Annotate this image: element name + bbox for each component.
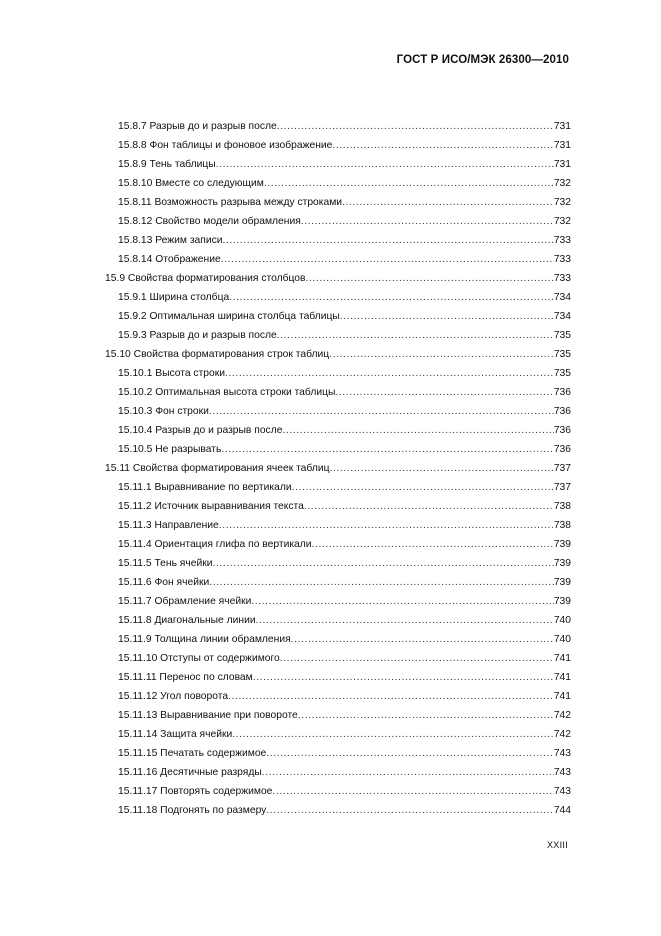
toc-dot-leader [301,212,554,231]
toc-entry-title: 15.11.7 Обрамление ячейки [118,596,252,607]
toc-entry-title: 15.11.8 Диагональные линии [118,615,256,626]
toc-dot-leader [342,193,554,212]
toc-dot-leader [277,326,554,345]
toc-entry-title: 15.11.14 Защита ячейки [118,729,233,740]
toc-dot-leader [298,706,554,725]
toc-entry-page: 737 [553,482,571,493]
toc-dot-leader [209,573,554,592]
toc-entry[interactable] [118,535,571,554]
document-header: ГОСТ Р ИСО/МЭК 26300—2010 [396,54,569,66]
toc-entry-title: 15.11.13 Выравнивание при повороте [118,710,298,721]
toc-dot-leader [253,668,554,687]
toc-dot-leader [251,592,553,611]
toc-dot-leader [232,725,554,744]
toc-dot-leader [228,687,554,706]
toc-entry-title: 15.9.2 Оптимальная ширина столбца таблицы [118,311,340,322]
toc-entry-page: 736 [553,425,571,436]
toc-dot-leader [312,535,554,554]
toc-entry-title: 15.10 Свойства форматирования строк таблиц [105,349,330,360]
toc-entry[interactable] [118,649,571,668]
toc-entry-page: 736 [553,444,571,455]
toc-entry-page: 733 [553,235,571,246]
toc-dot-leader [306,269,554,288]
toc-entry-page: 737 [553,463,571,474]
toc-entry[interactable] [118,554,571,573]
toc-entry-title: 15.11.3 Направление [118,520,219,531]
toc-dot-leader [264,174,554,193]
toc-entry[interactable] [118,725,571,744]
toc-entry-page: 739 [553,539,571,550]
toc-entry-page: 732 [553,216,571,227]
toc-entry-title: 15.10.4 Разрыв до и разрыв после [118,425,283,436]
toc-entry-page: 739 [553,596,571,607]
toc-entry-title: 15.10.3 Фон строки [118,406,209,417]
toc-entry[interactable] [118,212,571,231]
toc-entry[interactable] [118,782,571,801]
toc-entry-title: 15.11.5 Тень ячейки [118,558,213,569]
toc-entry-page: 739 [553,558,571,569]
toc-entry-title: 15.10.2 Оптимальная высота строки таблицы [118,387,336,398]
page-number: XXIII [546,840,568,850]
toc-entry[interactable] [118,630,571,649]
toc-entry[interactable] [118,497,571,516]
toc-entry[interactable] [118,687,571,706]
toc-entry-title: 15.11.11 Перенос по словам [118,672,253,683]
toc-entry-page: 734 [553,292,571,303]
toc-entry-page: 731 [553,121,571,132]
toc-entry[interactable] [118,326,571,345]
toc-entry-title: 15.9.3 Разрыв до и разрыв после [118,330,277,341]
toc-entry-page: 735 [553,330,571,341]
toc-dot-leader [272,782,553,801]
toc-dot-leader [277,117,554,136]
toc-entry-title: 15.10.5 Не разрывать [118,444,222,455]
toc-dot-leader [292,478,554,497]
toc-entry[interactable] [118,573,571,592]
toc-entry[interactable] [118,592,571,611]
toc-entry[interactable] [118,611,571,630]
toc-dot-leader [329,345,554,364]
toc-entry[interactable] [118,402,571,421]
toc-entry[interactable] [118,668,571,687]
toc-entry-page: 744 [553,805,571,816]
toc-entry-page: 741 [553,672,571,683]
toc-dot-leader [332,136,553,155]
toc-entry-page: 739 [553,577,571,588]
toc-entry[interactable] [118,250,571,269]
toc-entry[interactable] [118,763,571,782]
toc-entry[interactable] [118,383,571,402]
toc-dot-leader [225,364,554,383]
toc-entry-page: 733 [553,254,571,265]
toc-entry-page: 742 [553,729,571,740]
toc-entry-page: 738 [553,520,571,531]
toc-entry-title: 15.11.4 Ориентация глифа по вертикали [118,539,312,550]
toc-entry-title: 15.8.13 Режим записи [118,235,223,246]
toc-entry[interactable] [118,117,571,136]
toc-entry[interactable] [118,801,571,820]
toc-dot-leader [212,554,553,573]
toc-entry-title: 15.11.12 Угол поворота [118,691,229,702]
toc-dot-leader [304,497,554,516]
toc-dot-leader [216,155,554,174]
toc-entry-page: 743 [553,786,571,797]
toc-dot-leader [291,630,554,649]
toc-entry[interactable] [118,364,571,383]
toc-entry-title: 15.11.10 Отступы от содержимого [118,653,280,664]
toc-entry-title: 15.8.14 Отображение [118,254,221,265]
toc-entry-title: 15.11.16 Десятичные разряды [118,767,262,778]
toc-entry[interactable] [118,231,571,250]
toc-entry-page: 735 [553,368,571,379]
toc-entry-page: 731 [553,140,571,151]
toc-dot-leader [256,611,554,630]
toc-dot-leader [266,801,553,820]
toc-dot-leader [229,288,554,307]
toc-entry-page: 735 [553,349,571,360]
toc-dot-leader [219,516,554,535]
toc-entry-title: 15.8.7 Разрыв до и разрыв после [118,121,277,132]
toc-entry-page: 741 [553,653,571,664]
toc-entry[interactable] [118,706,571,725]
toc-entry-title: 15.11.17 Повторять содержимое [118,786,273,797]
toc-entry[interactable] [118,288,571,307]
toc-entry[interactable] [118,744,571,763]
toc-dot-leader [335,383,553,402]
toc-entry-title: 15.11 Свойства форматирования ячеек таблиц [105,463,330,474]
toc-entry-page: 736 [553,387,571,398]
toc-entry[interactable] [118,516,571,535]
toc-entry[interactable] [118,421,571,440]
toc-entry-title: 15.11.9 Толщина линии обрамления [118,634,291,645]
toc-dot-leader [280,649,554,668]
toc-entry-title: 15.11.15 Печатать содержимое [118,748,267,759]
toc-entry[interactable] [118,155,571,174]
toc-entry-title: 15.11.6 Фон ячейки [118,577,210,588]
toc-dot-leader [223,231,554,250]
toc-entry-page: 734 [553,311,571,322]
toc-entry-page: 731 [553,159,571,170]
toc-dot-leader [340,307,554,326]
toc-entry-title: 15.8.12 Свойство модели обрамления [118,216,301,227]
toc-entry-page: 743 [553,767,571,778]
toc-dot-leader [221,250,554,269]
toc-entry-title: 15.8.8 Фон таблицы и фоновое изображение [118,140,333,151]
toc-entry-title: 15.8.10 Вместе со следующим [118,178,264,189]
toc-entry[interactable] [105,459,571,478]
toc-dot-leader [330,459,554,478]
toc-dot-leader [266,744,554,763]
toc-entry-page: 740 [553,615,571,626]
toc-entry[interactable] [118,193,571,212]
toc-entry-title: 15.9 Свойства форматирования столбцов [105,273,306,284]
toc-entry-title: 15.10.1 Высота строки [118,368,226,379]
toc-entry[interactable] [118,174,571,193]
toc-entry-page: 741 [553,691,571,702]
toc-entry-page: 743 [553,748,571,759]
toc-entry[interactable] [105,345,571,364]
toc-entry[interactable] [118,136,571,155]
toc-dot-leader [209,402,554,421]
toc-entry[interactable] [118,307,571,326]
toc-entry-page: 740 [553,634,571,645]
toc-entry[interactable] [105,269,571,288]
toc-dot-leader [282,421,553,440]
toc-entry-page: 742 [553,710,571,721]
toc-entry-page: 732 [553,197,571,208]
toc-entry-title: 15.11.18 Подгонять по размеру [118,805,267,816]
toc-entry-page: 732 [553,178,571,189]
toc-entry-title: 15.8.11 Возможность разрыва между строками [118,197,343,208]
toc-dot-leader [221,440,553,459]
toc-entry-title: 15.11.1 Выравнивание по вертикали [118,482,292,493]
toc-entry-title: 15.9.1 Ширина столбца [118,292,230,303]
toc-entry-page: 736 [553,406,571,417]
toc-entry-title: 15.11.2 Источник выравнивания текста [118,501,304,512]
toc-entry-title: 15.8.9 Тень таблицы [118,159,216,170]
toc-entry[interactable] [118,478,571,497]
toc-entry-page: 738 [553,501,571,512]
toc-dot-leader [262,763,554,782]
toc-entry[interactable] [118,440,571,459]
toc-entry-page: 733 [553,273,571,284]
